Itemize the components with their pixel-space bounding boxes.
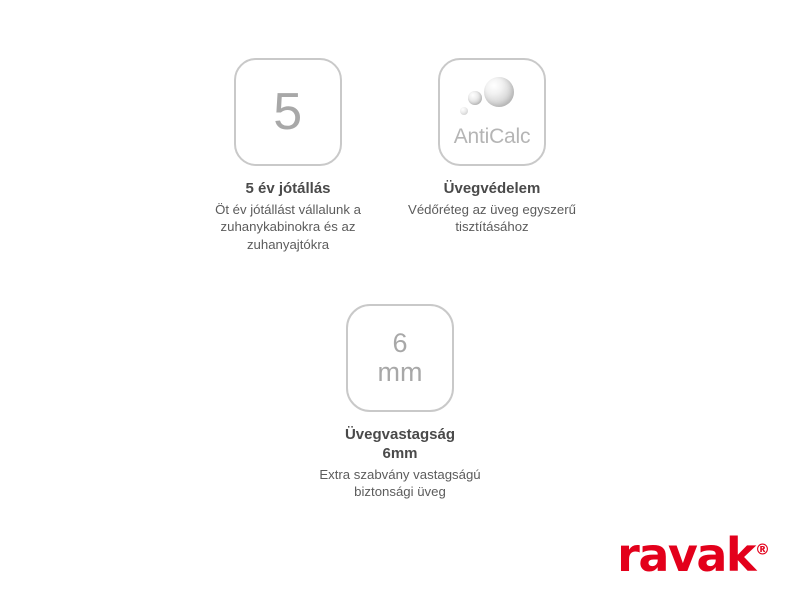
feature-warranty (206, 58, 370, 253)
water-drop-large-icon (484, 77, 514, 107)
feature-glass-protection (404, 58, 580, 236)
water-drop-medium-icon (468, 91, 482, 105)
anticalc-icon (438, 58, 546, 166)
glass-thickness-icon-graphic (378, 329, 423, 387)
feature-glass-thickness-description: Extra szabvány vastagságú biztonsági üveg (319, 466, 481, 499)
feature-glass-protection-title: Üvegvédelem (443, 180, 541, 197)
warranty-years-icon-label: 5 (273, 83, 303, 141)
glass-thickness-icon-value: 6 (392, 327, 408, 358)
feature-glass-thickness-title-line2: 6mm (382, 444, 418, 462)
glass-thickness-icon (346, 304, 454, 412)
feature-warranty-description: Öt év jótállást vállalunk a zuhanykabinokra és az zuhanyajtókra (215, 201, 361, 252)
warranty-years-icon (234, 58, 342, 166)
water-drop-small-icon (460, 107, 468, 115)
registered-trademark-icon: ® (755, 540, 770, 559)
feature-glass-thickness (300, 304, 500, 500)
feature-glass-protection-description: Védőréteg az üveg egyszerű tisztításához (408, 201, 576, 235)
anticalc-icon-label: AntiCalc (453, 125, 531, 148)
ravak-logo (617, 528, 770, 582)
glass-thickness-icon-unit: mm (377, 357, 423, 387)
feature-glass-thickness-title-line1: Üvegvastagság (344, 426, 456, 443)
feature-glass-thickness-title (300, 426, 500, 464)
anticalc-icon-graphic (442, 69, 542, 155)
feature-warranty-title: 5 év jótállás (245, 180, 331, 197)
ravak-logo-text: ravak (617, 528, 755, 582)
